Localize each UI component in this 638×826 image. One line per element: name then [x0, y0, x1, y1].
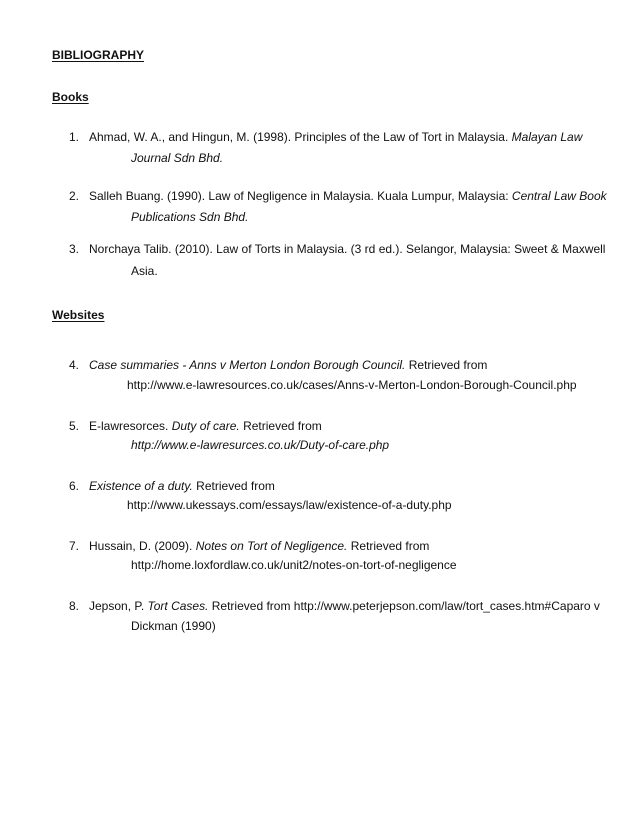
entry-number: 8. — [69, 599, 80, 613]
entry-url[interactable]: http://www.ukessays.com/essays/law/existence-of-a-duty.php — [127, 498, 452, 512]
entry-number: 5. — [69, 419, 80, 433]
entry-url[interactable]: http://www.e-lawresurces.co.uk/Duty-of-care.php — [131, 438, 390, 452]
entry-author: Hussain, D. (2009). — [89, 539, 193, 553]
entry-line-1 — [89, 357, 487, 373]
entry-text: Retrieved from — [239, 419, 322, 433]
entry-number: 2. — [69, 189, 80, 203]
entry-text: Retrieved from — [405, 358, 488, 372]
entry-title: Tort Cases. — [147, 599, 209, 613]
entry-title: Notes on Tort of Negligence. — [195, 539, 348, 553]
entry-url[interactable]: http://www.e-lawresources.co.uk/cases/Anns-v-Merton-London-Borough-Council.php — [127, 378, 577, 392]
entry-line-2: Dickman (1990) — [131, 619, 216, 633]
entry-number: 4. — [69, 358, 80, 372]
entry-title: Existence of a duty. — [89, 479, 193, 493]
entry-number: 7. — [69, 539, 80, 553]
entry-url[interactable]: http://home.loxfordlaw.co.uk/unit2/notes-on-tort-of-negligence — [131, 558, 457, 572]
page-title: BIBLIOGRAPHY — [52, 48, 145, 62]
entry-author: E-lawresorces. — [89, 419, 169, 433]
entry-number: 1. — [69, 130, 80, 144]
section-heading-websites: Websites — [52, 308, 105, 322]
entry-line-2: Asia. — [131, 264, 158, 278]
entry-line-1 — [89, 188, 607, 204]
entry-title: Case summaries - Anns v Merton London Borough Council. — [89, 358, 406, 372]
entry-author: Jepson, P. — [89, 599, 145, 613]
entry-text: Retrieved from — [192, 479, 275, 493]
entry-text: Retrieved from — [347, 539, 430, 553]
section-heading-books: Books — [52, 90, 89, 104]
entry-publisher: Central Law Book — [511, 189, 607, 203]
entry-line-1 — [89, 478, 275, 494]
entry-text: Salleh Buang. (1990). Law of Negligence in Malaysia. Kuala Lumpur, Malaysia: — [89, 189, 509, 203]
entry-line-2: Journal Sdn Bhd. — [131, 151, 224, 165]
entry-title: Duty of care. — [171, 419, 240, 433]
entry-line-1 — [89, 538, 429, 554]
entry-line-2: Publications Sdn Bhd. — [131, 210, 249, 224]
entry-line-1: Norchaya Talib. (2010). Law of Torts in Malaysia. (3 rd ed.). Selangor, Malaysia: Sweet & Maxwell — [89, 242, 606, 256]
entry-number: 6. — [69, 479, 80, 493]
entry-line-1 — [89, 418, 322, 434]
entry-line-1 — [89, 129, 582, 145]
entry-number: 3. — [69, 242, 80, 256]
entry-text: Retrieved from http://www.peterjepson.com/law/tort_cases.htm#Caparo v — [208, 599, 600, 613]
entry-line-1 — [89, 598, 600, 614]
entry-publisher: Malayan Law — [511, 130, 583, 144]
entry-text: Ahmad, W. A., and Hingun, M. (1998). Principles of the Law of Tort in Malaysia. — [89, 130, 509, 144]
